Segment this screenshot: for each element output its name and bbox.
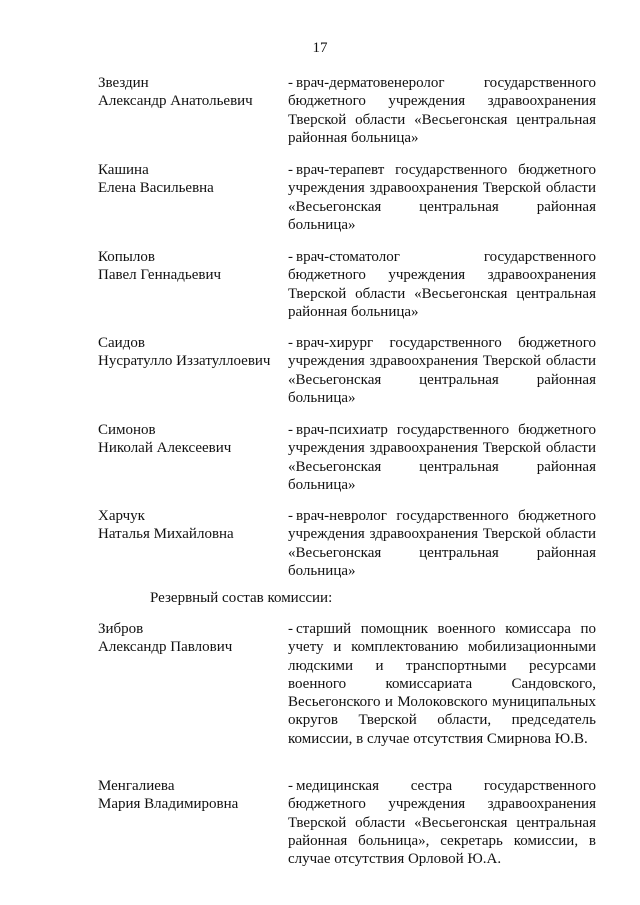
member-name bbox=[98, 777, 278, 813]
member-name bbox=[98, 421, 278, 457]
member-given-name: Мария Владимировна bbox=[98, 796, 239, 812]
member-name bbox=[98, 507, 278, 543]
member-given-name: Александр Павлович bbox=[98, 639, 233, 655]
member-surname: Звездин bbox=[98, 75, 149, 91]
page-number: 17 bbox=[312, 40, 328, 56]
member-position: - врач-хирург государственного бюджетного учреждения здравоохранения Тверской области «Весьегонская центральная районная больница» bbox=[288, 335, 596, 406]
member-position: - врач-терапевт государственного бюджетного учреждения здравоохранения Тверской области «Весьегонская центральная районная больница» bbox=[288, 162, 596, 233]
member-position: - врач-невролог государственного бюджетного учреждения здравоохранения Тверской области «Весьегонская центральная районная больница» bbox=[288, 508, 596, 579]
member-position: - врач-психиатр государственного бюджетного учреждения здравоохранения Тверской области «Весьегонская центральная районная больница» bbox=[288, 422, 596, 493]
member-given-name: Елена Васильевна bbox=[98, 180, 214, 196]
member-surname: Харчук bbox=[98, 508, 145, 524]
member-given-name: Николай Алексеевич bbox=[98, 440, 232, 456]
member-name bbox=[98, 161, 278, 197]
member-position: - медицинская сестра государственного бюджетного учреждения здравоохранения Тверской области «Весьегонская центральная районная больница», секретарь комиссии, в случае отсутствия Орловой Ю.А. bbox=[288, 778, 596, 868]
member-surname: Менгалиева bbox=[98, 778, 175, 794]
member-name bbox=[98, 620, 278, 656]
member-position: - врач-стоматолог государственного бюджетного учреждения здравоохранения Тверской области «Весьегонская центральная районная больница» bbox=[288, 249, 596, 320]
reserve-section-heading: Резервный состав комиссии: bbox=[150, 590, 333, 606]
member-surname: Саидов bbox=[98, 335, 145, 351]
member-name bbox=[98, 74, 278, 110]
member-name bbox=[98, 248, 278, 284]
member-given-name: Александр Анатольевич bbox=[98, 93, 253, 109]
member-given-name: Нусратулло Иззатуллоевич bbox=[98, 353, 271, 369]
member-position: - старший помощник военного комиссара по учету и комплектованию мобилизационными людскими и транспортными ресурсами военного комиссариата Сандовского, Весьегонского и Молоковского муниципальных округов Тверской области, председатель комиссии, в случае отсутствия Смирнова Ю.В. bbox=[288, 621, 596, 747]
member-given-name: Наталья Михайловна bbox=[98, 526, 234, 542]
member-position: - врач-дерматовенеролог государственного бюджетного учреждения здравоохранения Тверской области «Весьегонская центральная районная больница» bbox=[288, 75, 596, 146]
member-surname: Симонов bbox=[98, 422, 156, 438]
member-surname: Кашина bbox=[98, 162, 149, 178]
member-given-name: Павел Геннадьевич bbox=[98, 267, 222, 283]
member-surname: Зибров bbox=[98, 621, 144, 637]
member-name bbox=[98, 334, 278, 370]
member-surname: Копылов bbox=[98, 249, 155, 265]
